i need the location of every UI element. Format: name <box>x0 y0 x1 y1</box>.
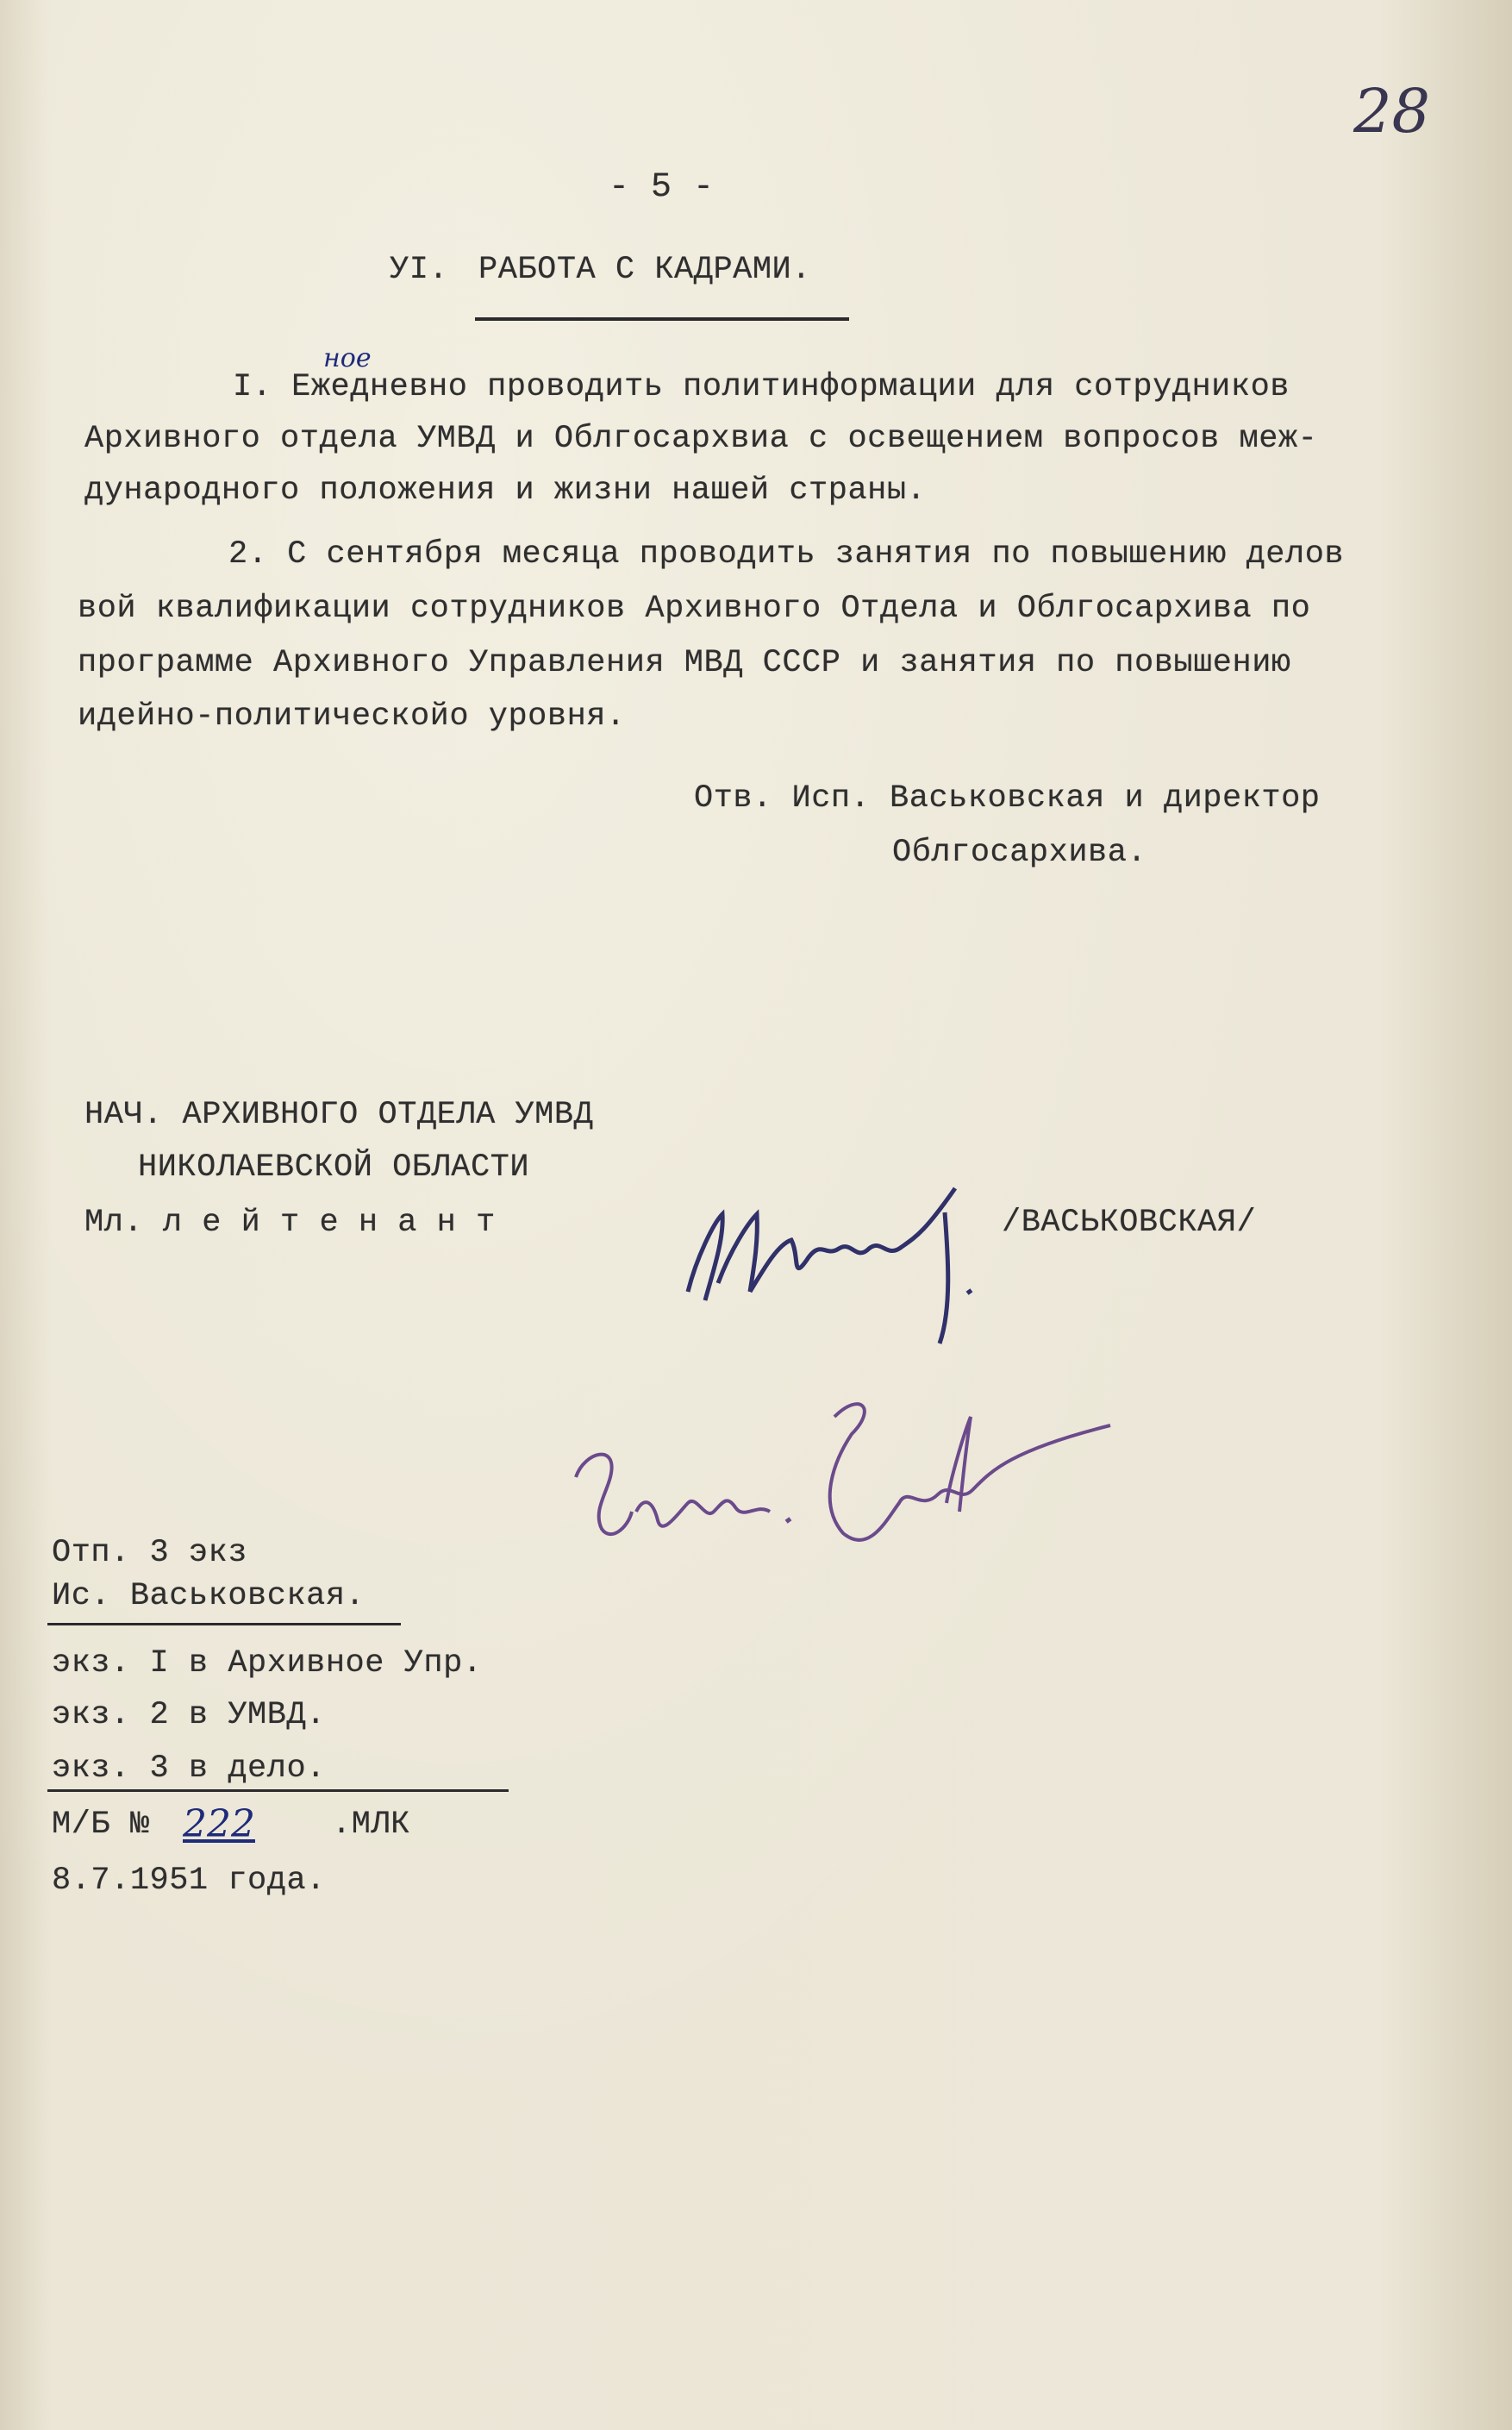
handwritten-insert: ное <box>323 343 372 373</box>
footer-copy3: экз. 3 в дело. <box>52 1750 326 1787</box>
section-number: УI. <box>390 252 449 288</box>
responsible-line2: Облгосархива. <box>892 835 1147 871</box>
paragraph1-line1: I. Ежедневно проводить политинформации для сотрудников <box>233 369 1290 405</box>
paragraph1-line2: Архивного отдела УМВД и Облгосархвиа с освещением вопросов меж- <box>84 421 1318 457</box>
signatory-name: /ВАСЬКОВСКАЯ/ <box>1002 1205 1257 1241</box>
footer-copies: Отп. 3 экз <box>52 1535 248 1571</box>
footer-register-prefix: М/Б № <box>52 1807 150 1843</box>
footer-executor: Ис. Васьковская. <box>52 1578 366 1614</box>
responsible-line1: Отв. Исп. Васьковская и директор <box>694 780 1321 817</box>
footer-date: 8.7.1951 года. <box>52 1863 326 1899</box>
paragraph2-line2: вой квалификации сотрудников Архивного Отдела и Облгосархива по <box>78 591 1311 627</box>
handwritten-signature <box>638 1147 983 1345</box>
footer-register-number: 222 <box>183 1802 255 1846</box>
section-title: РАБОТА С КАДРАМИ. <box>478 252 811 288</box>
section-title-underline <box>475 317 849 321</box>
signature-rank: Мл. л е й т е н а н т <box>84 1205 496 1241</box>
footer-underline-2 <box>47 1789 509 1792</box>
signature-title-line1: НАЧ. АРХИВНОГО ОТДЕЛА УМВД <box>84 1097 594 1133</box>
paragraph2-line4: идейно-политическойо уровня. <box>78 698 626 735</box>
footer-copy2: экз. 2 в УМВД. <box>52 1697 326 1733</box>
footer-underline-1 <box>47 1623 401 1625</box>
paragraph2-line1: 2. С сентября месяца проводить занятия по повышению делов <box>228 536 1345 573</box>
paragraph1-line3: дународного положения и жизни нашей страны. <box>84 473 927 509</box>
signature-title-line2: НИКОЛАЕВСКОЙ ОБЛАСТИ <box>138 1149 530 1186</box>
paragraph2-line3: программе Архивного Управления МВД СССР и занятия по повышению <box>78 645 1291 681</box>
violet-handwritten-note <box>526 1367 1086 1574</box>
page-marker: - 5 - <box>609 168 715 207</box>
footer-register-suffix: .МЛК <box>332 1807 410 1843</box>
handwritten-page-number: 28 <box>1353 76 1431 147</box>
footer-copy1: экз. I в Архивное Упр. <box>52 1645 483 1682</box>
